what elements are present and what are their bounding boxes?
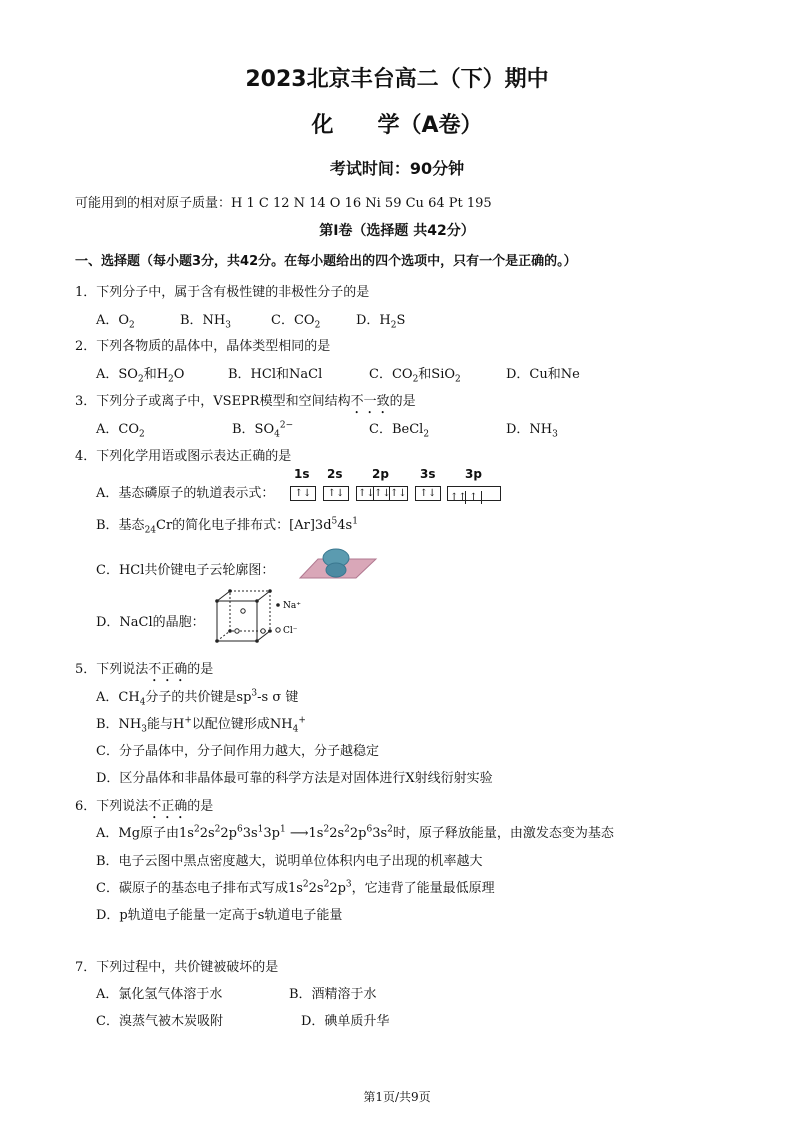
exam-time: 考试时间：90分钟 [329, 159, 465, 178]
exam-title: 2023北京丰台高二（下）期中 [245, 67, 549, 92]
q3-option-d: D．$NH_3$ [506, 422, 558, 440]
orbital-box-3p [447, 486, 501, 501]
paired-spin-arrows-icon: ↑↓ [358, 488, 375, 499]
q3-option-a: A．$CO_2$ [96, 422, 145, 440]
orbital-label-2p: 2p [372, 467, 389, 481]
orbital-label-3p: 3p [465, 467, 482, 481]
q6-option-c: C．碳原子的基态电子排布式写成$1s^22s^22p^3$，它违背了能量最低原理 [96, 879, 495, 896]
paired-spin-arrows-icon: ↑↓ [390, 488, 407, 499]
q4-option-b: B．基态$_{24}$Cr的简化电子排布式：$[Ar]3d^54s^1$ [96, 516, 358, 536]
q5-option-a: A．$CH_4$分子的共价键是$sp^3-s$ σ 键 [96, 688, 299, 708]
q5-stem: 5．下列说法不正确的是 [75, 662, 214, 677]
q4-option-c: C．HCl共价键电子云轮廓图： [96, 563, 275, 578]
q5-option-c: C．分子晶体中，分子间作用力越大，分子越稳定 [96, 744, 379, 759]
section-title: 一、选择题（每小题3分，共42分。在每小题给出的四个选项中，只有一个是正确的。） [75, 254, 577, 269]
q3-option-b: B．$SO_4^{2-}$ [232, 420, 294, 440]
q2-option-a: A．$SO_2$和$H_2O$ [96, 367, 185, 385]
q7-option-a: A．氯化氢气体溶于水 [96, 987, 223, 1002]
q2-option-d: D．Cu和Ne [506, 367, 580, 382]
q6-option-a: A．Mg原子由$1s^22s^22p^63s^13p^1$ $⟶1s^22s^22p^63s^2$时，原子释放能量，由激发态变为基态 [96, 824, 614, 841]
up-spin-arrow-icon: ↑ [466, 491, 482, 504]
q7-option-d: D．碘单质升华 [301, 1014, 390, 1029]
orbital-box-3s [415, 486, 441, 501]
na-legend-label: Na⁺ [283, 601, 301, 611]
q3-option-c: C．BeCl$_2$ [369, 422, 430, 440]
paired-spin-arrows-icon: ↑↓ [327, 488, 345, 499]
orbital-box-2s [323, 486, 349, 501]
electron-cloud-diagram [294, 542, 378, 582]
orbital-label-2s: 2s [327, 467, 343, 481]
part-title: 第Ⅰ卷（选择题 共42分） [319, 223, 475, 239]
reaction-arrow-icon: ⟶ [289, 826, 309, 841]
q4-option-d: D．NaCl的晶胞： [96, 615, 205, 630]
q1-option-c: C．$CO_2$ [271, 313, 321, 331]
orbital-label-3s: 3s [420, 467, 436, 481]
na-legend-dot-icon [276, 603, 280, 607]
q7-option-c: C．溴蒸气被木炭吸附 [96, 1014, 223, 1029]
parallel-spin-arrows-icon: ↑↑ [450, 492, 467, 503]
q1-option-a: A．$O_2$ [96, 313, 135, 331]
q2-stem: 2．下列各物质的晶体中，晶体类型相同的是 [75, 339, 331, 354]
q6-option-d: D．p轨道电子能量一定高于s轨道电子能量 [96, 908, 343, 923]
q1-option-d: D．$H_2S$ [356, 313, 406, 331]
q4-option-a: A．基态磷原子的轨道表示式： [96, 486, 275, 501]
orbital-label-1s: 1s [294, 467, 310, 481]
atomic-masses: 可能用到的相对原子质量：H 1 C 12 N 14 O 16 Ni 59 Cu 64 Pt 195 [75, 196, 492, 211]
paired-spin-arrows-icon: ↑↓ [374, 488, 391, 499]
orbital-box-1s [290, 486, 316, 501]
q7-option-b: B．酒精溶于水 [289, 987, 377, 1002]
q4-stem: 4．下列化学用语或图示表达正确的是 [75, 449, 292, 464]
cl-legend-circle-icon [276, 628, 280, 632]
q3-stem: 3．下列分子或离子中，VSEPR模型和空间结构不一致的是 [75, 394, 416, 409]
orbital-box-2p [356, 486, 408, 501]
page-number: 第1页/共9页 [363, 1090, 431, 1104]
paired-spin-arrows-icon: ↑↓ [294, 488, 312, 499]
q2-option-c: C．$CO_2$和SiO$_2$ [369, 367, 461, 385]
cl-legend-label: Cl⁻ [283, 626, 298, 636]
q1-stem: 1．下列分子中，属于含有极性键的非极性分子的是 [75, 285, 370, 300]
q2-option-b: B．HCl和NaCl [228, 367, 323, 382]
cell-back-face-icon [230, 591, 270, 631]
q6-stem: 6．下列说法不正确的是 [75, 799, 214, 814]
q1-option-b: B．$NH_3$ [180, 313, 231, 331]
q7-stem: 7．下列过程中，共价键被破坏的是 [75, 960, 279, 975]
paired-spin-arrows-icon: ↑↓ [419, 488, 437, 499]
q5-option-b: B．$NH_3$能与H+以配位键形成$NH_4^+$ [96, 715, 306, 735]
cell-front-face-icon [217, 601, 257, 641]
q6-option-b: B．电子云图中黑点密度越大，说明单位体积内电子出现的机率越大 [96, 854, 483, 869]
empty-orbital-icon [482, 487, 498, 500]
lower-lobe-icon [326, 563, 346, 577]
nacl-unit-cell-diagram [212, 588, 316, 646]
subject-title: 化 学（A卷） [311, 113, 483, 138]
q5-option-d: D．区分晶体和非晶体最可靠的科学方法是对固体进行X射线衍射实验 [96, 771, 493, 786]
